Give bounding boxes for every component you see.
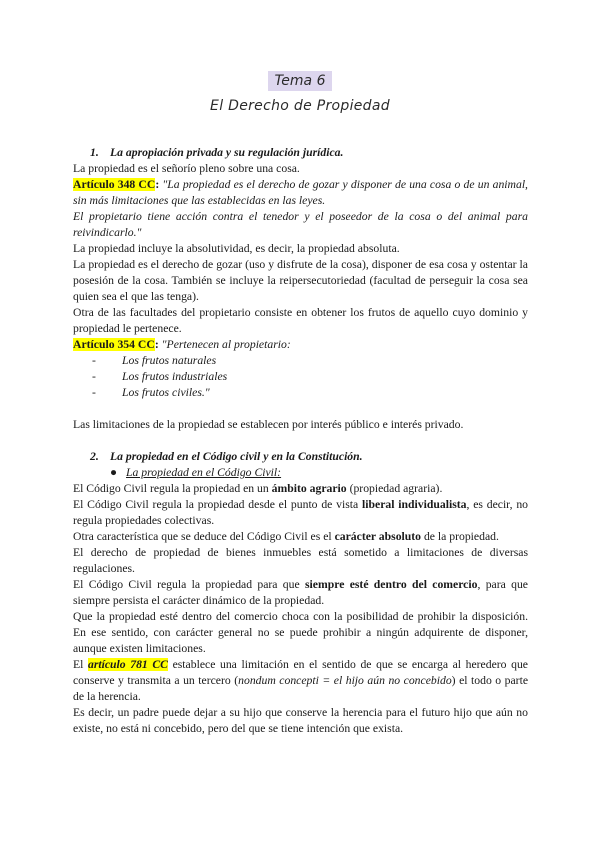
article-354-label: Artículo 354 CC xyxy=(73,338,155,351)
paragraph: El artículo 781 CC establece una limitación en el sentido de que se encarga al heredero que conserve y transmita a un tercero (nondum concepti = el hijo aún no concebido) el todo o parte de la herencia. xyxy=(73,658,529,703)
list-item-text: Los frutos naturales xyxy=(122,354,217,367)
document-body xyxy=(73,145,528,737)
paragraph: El Código Civil regula la propiedad en un ámbito agrario (propiedad agraria). xyxy=(73,482,443,495)
paragraph: El derecho de propiedad de bienes inmuebles está sometido a limitaciones de diversas regulaciones. xyxy=(73,546,528,575)
paragraph: La propiedad es el señorío pleno sobre una cosa. xyxy=(73,162,300,175)
paragraph: Es decir, un padre puede dejar a su hijo que conserve la herencia para el futuro hijo que aún no existe, no está ni concebido, pero del que se tiene intención que exista. xyxy=(73,706,528,735)
list-item-text: Los frutos civiles." xyxy=(122,386,210,399)
paragraph: Las limitaciones de la propiedad se establecen por interés público e interés privado. xyxy=(73,418,464,431)
emphasis: ámbito agrario xyxy=(271,482,347,495)
article-781-label: artículo 781 CC xyxy=(87,658,168,671)
list-item: - Los frutos civiles." xyxy=(92,386,210,399)
emphasis: liberal individualista xyxy=(362,498,467,511)
section-2-heading xyxy=(73,449,528,465)
article-348-colon: : xyxy=(155,178,160,191)
article-354-text: "Pertenecen al propietario: xyxy=(158,338,291,351)
section-1-heading xyxy=(73,145,528,161)
paragraph: Que la propiedad esté dentro del comercio choca con la posibilidad de prohibir la disposición. En ese sentido, con carácter general no se puede prohibir a ningún adquirente de disponer, aunque existen limitaciones. xyxy=(73,610,528,655)
list-item-text: Los frutos industriales xyxy=(122,370,228,383)
paragraph: La propiedad incluye la absolutividad, es decir, la propiedad absoluta. xyxy=(73,242,400,255)
section-1-heading-text: La apropiación privada y su regulación jurídica. xyxy=(110,146,344,159)
paragraph: Otra de las facultades del propietario consiste en obtener los frutos de aquello cuyo dominio y propiedad le pertenece. xyxy=(73,306,528,335)
subsection-bullet: ● La propiedad en el Código Civil: xyxy=(110,466,282,479)
article-348-text-2: El propietario tiene acción contra el tenedor y el poseedor de la cosa o del animal para reivindicarlo." xyxy=(73,210,528,239)
paragraph: El Código Civil regula la propiedad para que siempre esté dentro del comercio, para que siempre persista el carácter dinámico de la propiedad. xyxy=(73,578,528,607)
section-2-number: 2. xyxy=(90,450,99,463)
latin-term: nondum concepti = el hijo aún no concebido xyxy=(238,674,452,687)
paragraph: La propiedad es el derecho de gozar (uso y disfrute de la cosa), disponer de esa cosa y ostentar la posesión de la cosa. También se incluye la reipersecutoriedad (facultad de perseguir la cosa sea quien sea el que las tenga). xyxy=(73,258,528,303)
subsection-bullet-text: La propiedad en el Código Civil: xyxy=(126,466,282,479)
article-348-label: Artículo 348 CC xyxy=(73,178,156,191)
list-item: - Los frutos naturales xyxy=(92,354,217,367)
emphasis: carácter absoluto xyxy=(334,530,422,543)
list-item: - Los frutos industriales xyxy=(92,370,228,383)
topic-title xyxy=(0,73,600,89)
paragraph: El Código Civil regula la propiedad desde el punto de vista liberal individualista, es decir, no regula propiedades colectivas. xyxy=(73,498,529,527)
section-2-heading-text: La propiedad en el Código civil y en la Constitución. xyxy=(110,450,363,463)
topic-title-text: Tema 6 xyxy=(268,71,331,91)
article-348-quote xyxy=(73,177,528,209)
article-348-text: "La propiedad es el derecho de gozar y disponer de una cosa o de un animal, sin más limitaciones que las establecidas en las leyes. xyxy=(73,178,528,207)
document-subtitle: El Derecho de Propiedad xyxy=(210,98,390,114)
emphasis: siempre esté dentro del comercio xyxy=(305,578,478,591)
paragraph: Otra característica que se deduce del Código Civil es el carácter absoluto de la propiedad. xyxy=(73,530,499,543)
article-354-colon: : xyxy=(154,338,159,351)
article-354-quote xyxy=(73,337,528,353)
section-1-number: 1. xyxy=(90,146,99,159)
